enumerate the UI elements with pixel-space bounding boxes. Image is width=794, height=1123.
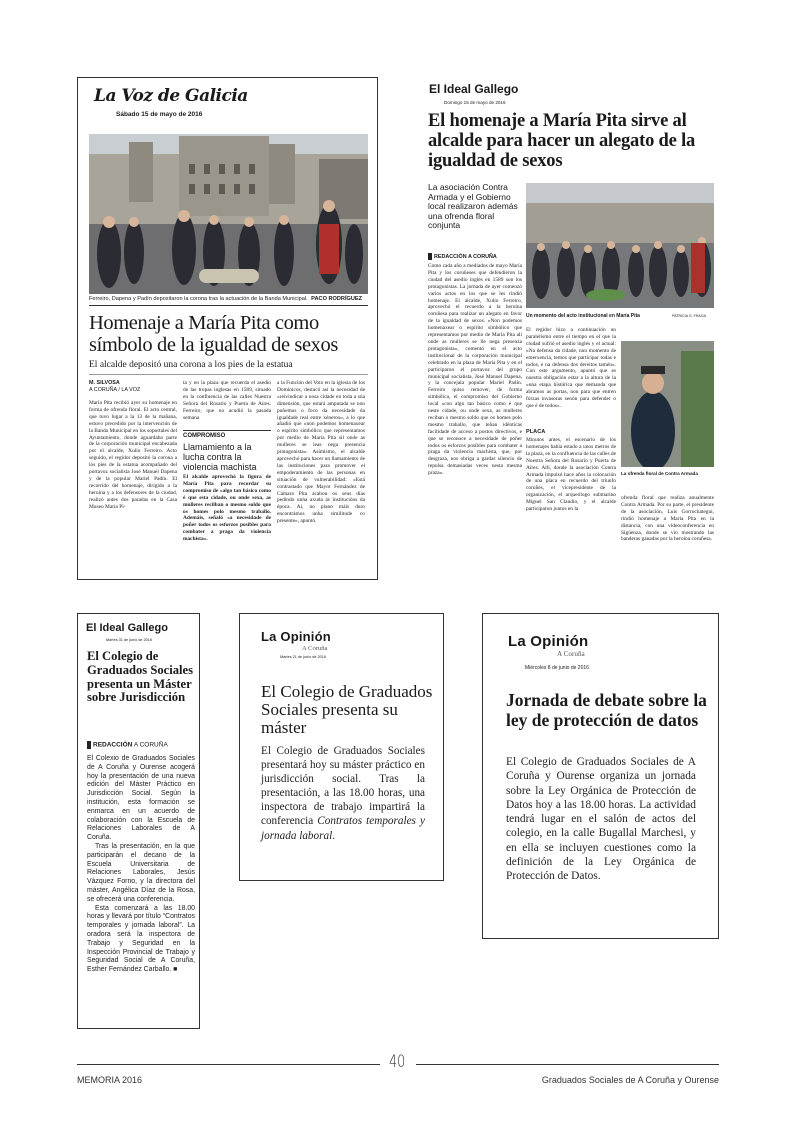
article-body: El Colegio de Graduados Sociales de A Coruña y Ourense organiza un jornada sobre la Ley Orgánica de Protección de Datos hoy a las 18.00 horas. La actividad tendrá lugar en el salón de actos del colegio, en la calle Bugallal Marchesi, y en ella se incluyen cuestiones como la definición de la Ley Orgánica de Protección de Datos.	[506, 756, 696, 883]
headline: Jornada de debate sobre la ley de protección de datos	[506, 690, 707, 730]
paragraph: Tras la presentación, en la que participarán el decano de la Escuela Universitaria de Relaciones Laborales, Jesús Vázquez Forno, y la directora del máster, Angélica Díaz de la Rosa, se ofrecerá una conferencia.	[87, 842, 195, 903]
footer-left-text: MEMORIA 2016	[77, 1075, 143, 1085]
photo-credit: PACO RODRÍGUEZ	[311, 296, 363, 302]
sidebar-headline: Llamamiento a la lucha contra la violencia machista	[183, 442, 257, 472]
conference-title: Contratos temporales y jornada laboral	[261, 815, 425, 842]
article-body	[261, 744, 425, 843]
section-tag	[428, 253, 497, 260]
section-location: A CORUÑA	[133, 741, 168, 749]
article-column-2b: El alcalde aprovechó la figura de María Pita para recordar su compromiso de «algo tan básico como é que esta cidade, ou onde sexa, as mulleres recilban o mesmo soldo que os homes polo mesmo traballo. Ademáis, señaló «a necesidade de poñer todos os esforzos posibles para combater a praga da violencia machista».	[183, 474, 271, 543]
body-text: El Colegio de Graduados Sociales presentará hoy su máster práctico en jurisdicción social. Tras la presentación, a las 18.00 horas, una inspectora de trabajo impartirá la conferencia	[261, 745, 425, 828]
subhead: La asociación Contra Armada y el Gobierno local realizaron además una ofrenda floral conjunta	[428, 182, 518, 231]
headline: El Colegio de Graduados Sociales presenta un Máster sobre Jurisdicción	[87, 649, 194, 705]
article-column-1: Como cada año a mediados de mayo María Pita y los coruñeses que defendieron la ciudad del asedio inglés en 1589 son los protagonistas. La jornada de ayer comenzó varios actos en los que se les rindió homenaje. El alcalde, Xulio Ferreiro, aprovechó el recuerdo a la heroína coruñesa para realizar un alegato en favor de la igualdad de sexos. «Non podemos homenaxear o espírito simbólico que representamos por medio de María Pita ali onde as mulleres se lle nega presenza protagonista», comentó en el acto institucional de la corporación municipal celebrado en la plaza de María Pita y en el participaron el portavoz del grupo municipal socialista, José Manuel Dapena, y la concejala popular Mariel Padín. Ferreiro quiso remover, de forma simbólica, el compromiso del Gobierno local «con algo tan básico como é que neste cidade, ou onde sexa, as mulleres reciban o mesmo soldo que os homes polo mesmo traballo, que teñan idénticas facilidade de acceso a postos directivos, e que se reconoce a necesidade de poñer todos os esforzos posibles para combater a praga da violencia machista, que, por desgraza, nos obriga a gardar silencio de repulsa demasiadas veces nesta mesma praza».	[428, 263, 522, 477]
section-marker	[87, 741, 91, 749]
clip-la-opinion-june-21	[239, 613, 444, 881]
clip-el-ideal-gallego-june	[77, 613, 200, 1029]
news-photo	[89, 134, 368, 294]
subhead: El alcalde depositó una corona a los pies de la estatua	[89, 360, 293, 370]
subsection-title: PLACA	[526, 429, 546, 435]
photo-illustration	[89, 134, 368, 294]
photo-caption	[89, 296, 368, 302]
publication-date: Martes 21 de junio de 2016	[280, 655, 327, 659]
article-column-1: María Pita recibió ayer su homenaje en forma de ofrenda floral. El acto central, que tuvo lugar a la 13 de la mañana, estuvo precedido por la intervención de la Banda Municipal en los soportales del Ayuntamiento, donde aguardaba parte de la corporación municipal encabezada por el alcalde, Xulio Ferreiro. Acto seguido, el regidor depositó la corona a los pies de la estatua acompañado del portavoz socialista José Manuel Dapena y de la popular Mariel Padín. El recorrido del homenaje, dirigido a la heroína y a los defensores de la ciudad, realizó antes dos paradas en la Casa Museo María Pi-	[89, 400, 177, 510]
headline: El Colegio de Graduados Sociales presenta su máster	[261, 682, 433, 737]
publication-date: Martes 31 de junio de 2016	[106, 638, 153, 642]
masthead: La Opinión	[261, 629, 331, 644]
publication-date: Miércoles 8 de junio de 2016	[525, 665, 589, 671]
masthead-subtitle: A Coruña	[302, 645, 328, 652]
headline: El homenaje a María Pita sirve al alcalde para hacer un alegato de la igualdad de sexos	[428, 111, 696, 171]
photo-credit: PATRICIA G. FRAGA	[672, 314, 707, 318]
sidebar-title: COMPROMISO	[183, 433, 226, 439]
footer-rule-right	[416, 1064, 719, 1065]
body-end: .	[332, 829, 335, 842]
masthead-subtitle: A Coruña	[557, 650, 585, 658]
photo-caption: Un momento del acto institucional en María Pita	[526, 313, 640, 319]
clip-el-ideal-gallego-may	[420, 77, 718, 580]
divider	[89, 374, 368, 375]
photo-illustration	[526, 183, 714, 308]
clip-la-opinion-june-8	[482, 613, 719, 939]
footer-right-text: Graduados Sociales de A Coruña y Ourense	[541, 1075, 719, 1085]
divider	[183, 430, 271, 431]
article-column-2a: El regidor hizo a continuación un paralelismo entre el tiempo en el que la ciudad sufrió el asedio inglés y el actual: «Na defensa da cidade, nun momento de emerxencia, temos que participar todas e todos, e na defensa dos dereitos tamén». Con este argumento, apuntó que es nuestra obligación estar a la altura de la «una etapa histórica que demanda que abramos as portas, non para que entren forzas invasoras senón para defender o que é de todos».	[526, 327, 616, 409]
clip-la-voz-de-galicia	[77, 77, 378, 580]
page-number: 40	[389, 1052, 406, 1072]
article-column-3: a la Función del Voto en la iglesia de los Dominicos, destacó así la necesidad de «reivindicar a nosa cidade en toda a súa dimensión, que estará amputada se non puñemos o foco da necesidade da igualdade real entre xéneros», a lo que añadió que «non podemos homenaxear o espírito simbólico que representamos por medio de María Pita sil onde as mulleres se leas nega presencia protagonista». Asimismo, el alcalde aprovechó para hacer un llamamiento de las instituciones para promover el empoderamiento de las personas en situación de vulnerabilidad: «Está contrastado que Mayor Fernández de Cámara Pita acabou os seus días pedindo unha axuda ás institucións da época. Ai, no plano máis duro encontrámos unha similitude co presente», apuntó.	[277, 380, 365, 525]
article-column-2a: ta y en la plaza que recuerda el asedio de las tropas inglesas en 1589, situado en la confluencia de las calles Nuestra Señora del Rosario y Puerta de Aires. Ferreiro, que no acudió la pasada semana	[183, 380, 271, 421]
masthead: El Ideal Gallego	[429, 82, 519, 96]
news-photo	[526, 183, 714, 308]
article-column-2b: Minutos antes, el escenario de los homenajes había estado a unos metros de la plaza, en la confluencia de las calles de Nuestra Señora del Rosario y Puerta de Aires. Allí, donde la asociación Contra Armada impulsó hace años la colocación de una placa en recuerdo del triunfo coruñés, el vicepresidente de la organización, el arqueólogo submarino Miguel San Claudio, y el alcalde participaron juntos en la	[526, 437, 616, 513]
paragraph: Esta comenzará a las 18.00 horas y llevará por título “Contratos temporales y jornada laboral”. La oradora será la inspectora de Trabajo y Seguridad en la Inspección Provincial de Trabajo y Seguridad Social de A Coruña, Esther Fernández Carballo. ■	[87, 904, 195, 974]
masthead: El Ideal Gallego	[86, 622, 168, 634]
paragraph: El Colexio de Graduados Sociales de A Coruña y Ourense acogerá hoy la presentación de una nueva edición del Máster Práctico en Jurisdicción Social. Según la institución, esta formación se enmarca en un acuerdo de colaboración con la Escuela de Relaciones Laborales de A Coruña.	[87, 755, 195, 842]
inset-photo	[621, 341, 714, 467]
inset-caption: La ofrenda floral de Contra Armada	[621, 471, 698, 476]
section-label: REDACCIÓN A CORUÑA	[434, 253, 497, 260]
article-body	[87, 755, 195, 975]
byline-location: A CORUÑA / LA VOZ	[89, 386, 141, 393]
inset-illustration	[621, 341, 714, 467]
section-label: REDACCIÓN	[93, 741, 133, 749]
divider	[89, 305, 368, 306]
publication-date: Domingo 15 de mayo de 2016	[444, 100, 506, 105]
caption-text: Ferreiro, Dapena y Padín depositaron la corona tras la actuación de la Banda Municipal.	[89, 296, 308, 302]
byline: M. SILVOSA	[89, 380, 120, 386]
publication-date: Sábado 15 de mayo de 2016	[116, 111, 203, 118]
article-column-3: ofrenda floral que realiza anualmente Contra Armada. Por su parte, el presidente de la asociación, Luis Gorrochategui, rindió homenaje a María Pita en la distancia, con una videoconferencia en Sigüenza, donde se vio mostrando las banderas ganadas por la heroína coruñesa.	[621, 495, 714, 543]
headline: Homenaje a María Pita como símbolo de la igualdad de sexos	[89, 312, 338, 356]
footer-rule-left	[77, 1064, 380, 1065]
masthead: La Opinión	[508, 633, 589, 650]
section-tag	[87, 741, 168, 749]
byline-block	[89, 380, 140, 393]
section-marker	[428, 253, 432, 260]
masthead: La Voz de Galicia	[94, 86, 248, 106]
